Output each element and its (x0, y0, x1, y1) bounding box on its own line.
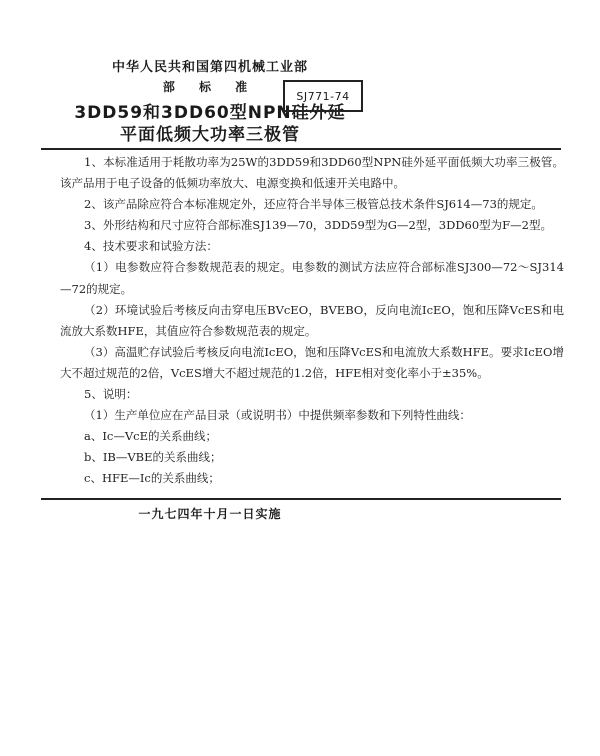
document-title-line-1: 3DD59和3DD60型NPN硅外延 (74, 103, 346, 123)
clause-4-2: （2）环境试验后考核反向击穿电压BVcEO，BVEBO，反向电流IcEO，饱和压降VcES和电流放大系数HFE，其值应符合参数规范表的规定。 (60, 302, 564, 338)
bottom-divider (41, 498, 561, 500)
clause-3: 3、外形结构和尺寸应符合部标准SJ139—70，3DD59型为G—2型，3DD60型为F—2型。 (84, 218, 552, 233)
clause-5: 5、说明： (84, 387, 138, 402)
ministry-name: 中华人民共和国第四机械工业部 (111, 60, 308, 75)
effective-date: 一九七四年十月一日实施 (138, 507, 282, 521)
curve-item-c: c、HFE—Ic的关系曲线； (84, 471, 220, 486)
curve-item-a: a、Ic—VcE的关系曲线； (84, 429, 217, 444)
curve-item-b: b、IB—VBE的关系曲线； (84, 450, 222, 465)
document-body (60, 152, 564, 490)
clause-4-3: （3）高温贮存试验后考核反向电流IcEO，饱和压降VcES和电流放大系数HFE。要求IcEO增大不超过规范的2倍，VcES增大不超过规范的1.2倍，HFE相对变化率小于±35%。 (60, 344, 564, 380)
clause-1: 1、本标准适用于耗散功率为25W的3DD59和3DD60型NPN硅外延平面低频大功率三极管。该产品用于电子设备的低频功率放大、电源变换和低速开关电路中。 (60, 155, 564, 191)
document-title-line-2: 平面低频大功率三极管 (120, 125, 300, 145)
clause-4-1: （1）电参数应符合参数规范表的规定。电参数的测试方法应符合部标准SJ300—72～SJ314—72的规定。 (60, 260, 564, 296)
clause-5-1: （1）生产单位应在产品目录（或说明书）中提供频率参数和下列特性曲线： (84, 408, 471, 423)
standard-kind: 部 标 准 (162, 80, 258, 94)
top-divider (41, 148, 561, 150)
standard-number-box (283, 80, 363, 112)
standard-number: SJ771-74 (296, 89, 350, 103)
clause-4: 4、技术要求和试验方法： (84, 239, 218, 254)
clause-2: 2、该产品除应符合本标准规定外，还应符合半导体三极管总技术条件SJ614—73的规定。 (84, 197, 543, 212)
